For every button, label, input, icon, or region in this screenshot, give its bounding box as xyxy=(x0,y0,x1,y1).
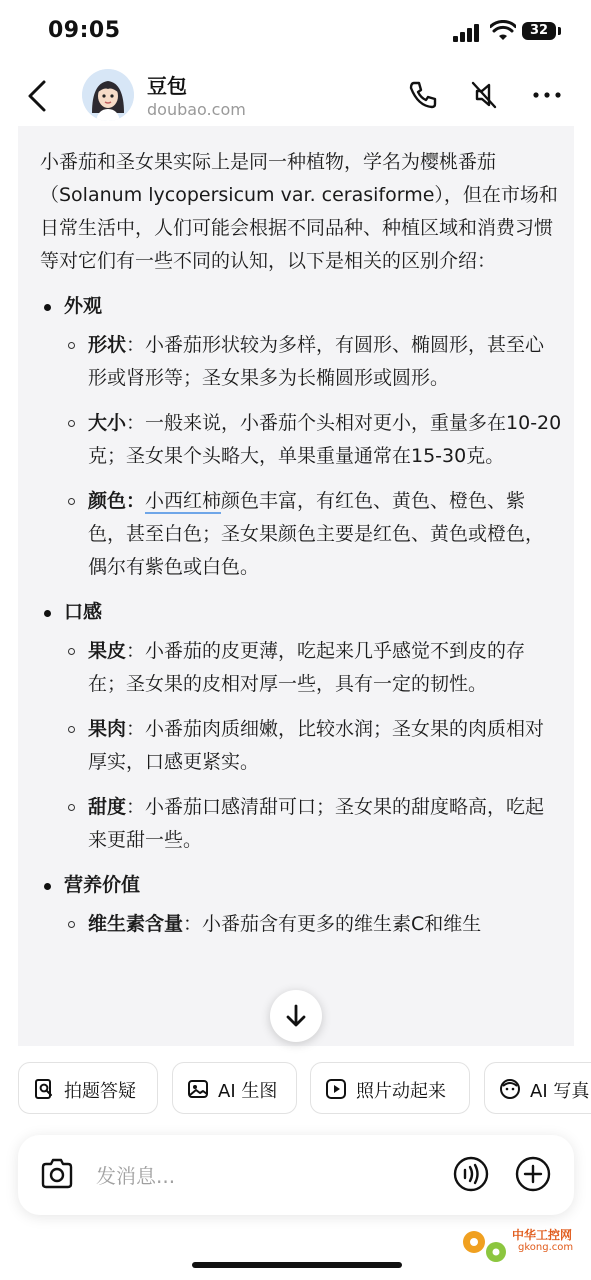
chip-label: 拍题答疑 xyxy=(64,1081,136,1102)
list-item xyxy=(40,713,562,779)
item-text: ：小番茄含有更多的维生素C和维生 xyxy=(183,913,482,935)
quick-action-photo-question[interactable] xyxy=(18,1062,158,1114)
avatar-image xyxy=(82,69,134,121)
list-item: 颜色：小西红柿颜色丰富，有红色、黄色、橙色、紫色，甚至白色；圣女果颜色主要是红色、黄色或橙色，偶尔有紫色或白色。 xyxy=(40,485,562,584)
plus-circle-icon xyxy=(514,1155,552,1193)
assistant-message xyxy=(18,126,574,1046)
home-indicator xyxy=(192,1262,402,1268)
phone-icon xyxy=(406,78,440,112)
chat-title: 豆包 xyxy=(147,74,187,98)
item-label: 形状 xyxy=(88,334,127,356)
item-text: ：小番茄口感清甜可口；圣女果的甜度略高，吃起来更甜一些。 xyxy=(88,796,545,851)
battery-cap xyxy=(558,27,561,35)
face-icon xyxy=(499,1078,521,1100)
camera-icon xyxy=(38,1155,76,1193)
list-item xyxy=(40,791,562,857)
list-item xyxy=(40,407,562,473)
cellular-signal-icon xyxy=(453,22,483,42)
item-text: ：一般来说，小番茄个头相对更小，重量多在10-20克；圣女果个头略大，单果重量通常在15-30克。 xyxy=(88,412,562,467)
quick-actions xyxy=(0,1062,591,1118)
item-text: ：小番茄的皮更薄，吃起来几乎感觉不到皮的存在；圣女果的皮相对厚一些，具有一定的韧性。 xyxy=(88,640,526,695)
speaker-muted-icon xyxy=(467,78,501,112)
chip-label: AI 写真 xyxy=(530,1081,590,1102)
item-text: 颜色丰富，有红色、黄色、橙色、紫色，甚至白色；圣女果颜色主要是红色、黄色或橙色，偶尔有紫色或白色。 xyxy=(88,490,545,578)
message-content xyxy=(40,146,562,953)
item-label: 大小 xyxy=(88,412,127,434)
voice-wave-icon xyxy=(452,1155,490,1193)
message-intro: 小番茄和圣女果实际上是同一种植物，学名为樱桃番茄（Solanum lycopersicum var. cerasiforme），但在市场和日常生活中，人们可能会根据不同品种、种植区域和消费习惯等对它们有一些不同的认知，以下是相关的区别介绍： xyxy=(40,151,558,272)
more-dots-icon xyxy=(530,78,564,112)
item-label: 甜度 xyxy=(88,796,127,818)
status-bar xyxy=(0,0,591,64)
composer xyxy=(18,1135,574,1215)
section-title: 口感 xyxy=(40,596,562,629)
inline-link[interactable]: 小西红柿 xyxy=(145,490,222,512)
section-title: 外观 xyxy=(40,290,562,323)
more-button[interactable] xyxy=(530,78,564,112)
voice-call-button[interactable] xyxy=(452,1155,490,1193)
mute-button[interactable] xyxy=(467,78,501,112)
play-icon xyxy=(325,1078,347,1100)
gear-logo-icon xyxy=(456,1222,516,1268)
list-item xyxy=(40,329,562,395)
chip-label: AI 生图 xyxy=(218,1081,278,1102)
list-item xyxy=(40,635,562,701)
add-attachment-button[interactable] xyxy=(514,1155,552,1193)
image-icon xyxy=(187,1078,209,1100)
item-text: ：小番茄形状较为多样，有圆形、椭圆形，甚至心形或肾形等；圣女果多为长椭圆形或圆形。 xyxy=(88,334,545,389)
message-input[interactable] xyxy=(94,1157,428,1195)
call-button[interactable] xyxy=(406,78,440,112)
back-button[interactable] xyxy=(20,76,56,116)
section-title: 营养价值 xyxy=(40,869,562,902)
item-text: ：小番茄肉质细嫩，比较水润；圣女果的肉质相对厚实，口感更紧实。 xyxy=(88,718,545,773)
item-label: 果肉 xyxy=(88,718,127,740)
item-label: 颜色 xyxy=(88,490,127,512)
watermark-url: gkong.com xyxy=(518,1242,574,1253)
status-time: 09:05 xyxy=(48,18,121,43)
watermark-text: 中华工控网 xyxy=(512,1228,573,1242)
quick-action-ai-image[interactable] xyxy=(172,1062,297,1114)
battery-icon xyxy=(522,22,556,40)
chevron-left-icon xyxy=(20,76,56,116)
chip-label: 照片动起来 xyxy=(356,1081,446,1102)
watermark xyxy=(456,1222,586,1270)
item-label: 维生素含量 xyxy=(88,913,184,935)
battery-level: 32 xyxy=(529,23,549,38)
list-item xyxy=(40,908,562,941)
scroll-to-bottom-button[interactable] xyxy=(270,990,322,1042)
chat-header xyxy=(0,64,591,128)
chat-subtitle: doubao.com xyxy=(147,100,246,119)
wifi-icon xyxy=(490,20,516,42)
search-document-icon xyxy=(33,1078,55,1100)
quick-action-ai-portrait[interactable] xyxy=(484,1062,591,1114)
arrow-down-icon xyxy=(284,1003,308,1029)
quick-action-animate-photo[interactable] xyxy=(310,1062,470,1114)
camera-button[interactable] xyxy=(38,1155,76,1193)
item-label: 果皮 xyxy=(88,640,127,662)
avatar[interactable] xyxy=(82,69,134,121)
